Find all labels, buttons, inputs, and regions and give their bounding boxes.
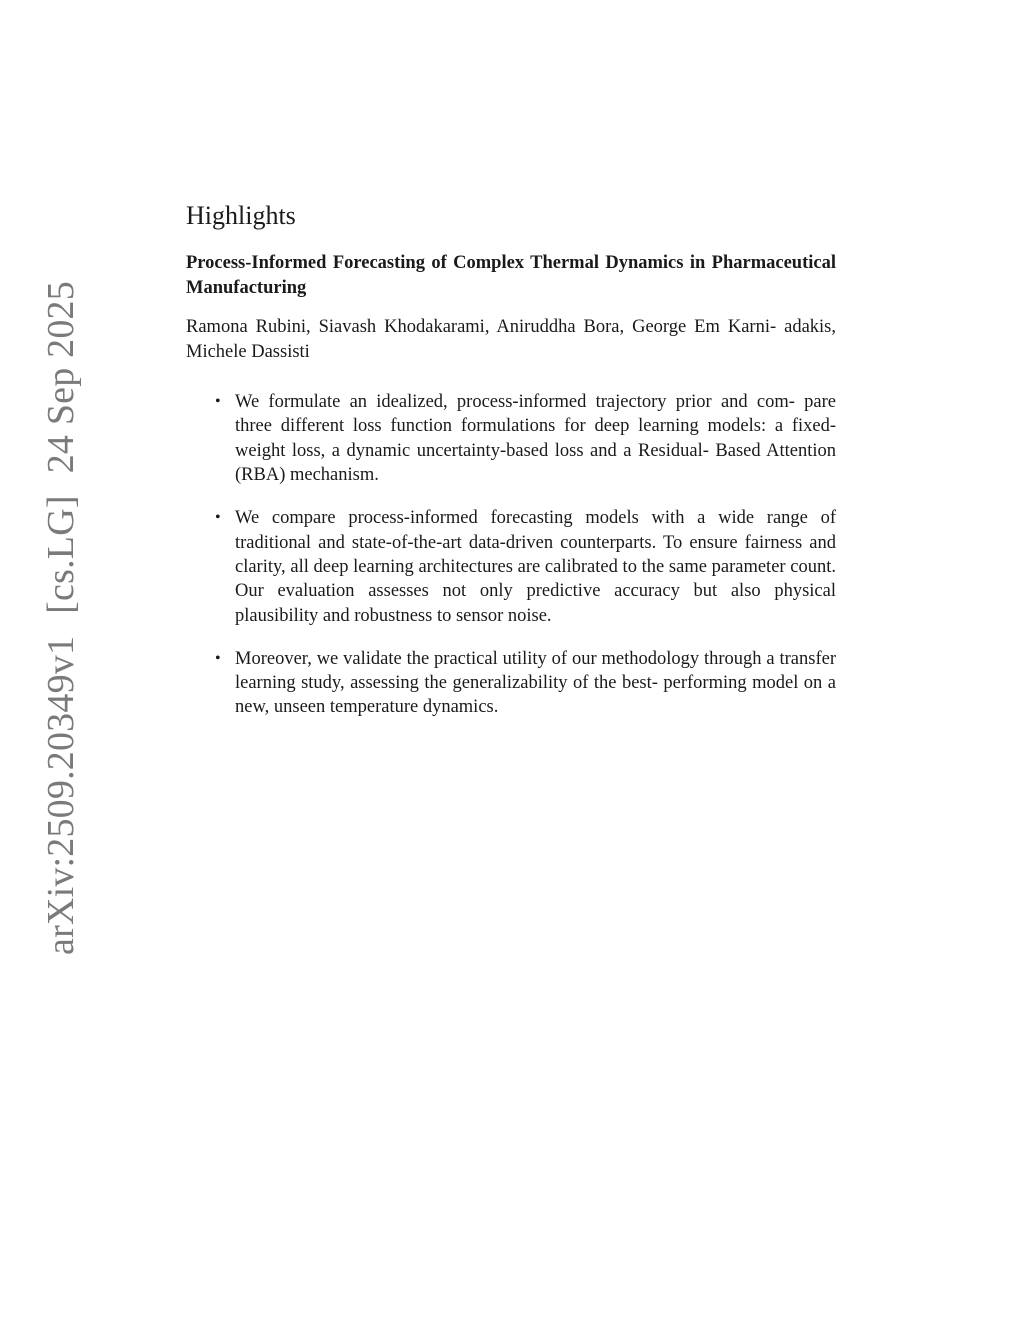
arxiv-date: 24 Sep 2025 <box>40 281 82 474</box>
author-list: Ramona Rubini, Siavash Khodakarami, Aniruddha Bora, George Em Karni- adakis, Michele Dassisti <box>186 317 836 363</box>
section-heading: Highlights <box>186 201 296 230</box>
highlight-text: We formulate an idealized, process-informed trajectory prior and com- pare three different loss function formulations for deep learning models: a fixed-weight loss, a dynamic uncertainty-based loss and a Residual- Based Attention (RBA) mechanism. <box>235 392 836 486</box>
arxiv-category: [cs.LG] <box>40 495 82 614</box>
highlight-text: Moreover, we validate the practical utility of our methodology through a transfer learning study, assessing the generalizability of the best- performing model on a new, unseen temperature dynamics. <box>235 648 836 718</box>
bullet-icon: • <box>215 509 221 527</box>
highlight-item <box>215 390 836 487</box>
paper-title: Process-Informed Forecasting of Complex Thermal Dynamics in Pharmaceutical Manufacturing <box>186 253 836 299</box>
highlight-item <box>215 647 836 720</box>
arxiv-identifier-stamp <box>42 281 80 955</box>
highlight-text: We compare process-informed forecasting models with a wide range of traditional and state-of-the-art data-driven counterparts. To ensure fairness and clarity, all deep learning architectures are calibrated to the same parameter count. Our evaluation assesses not only predictive accuracy but also physical plausibility and robustness to sensor noise. <box>235 508 836 626</box>
bullet-icon: • <box>215 649 221 667</box>
page-content <box>186 200 836 739</box>
bullet-icon: • <box>215 393 221 411</box>
highlights-list <box>186 390 836 720</box>
highlight-item <box>215 506 836 627</box>
arxiv-id: arXiv:2509.20349v1 <box>40 635 82 955</box>
